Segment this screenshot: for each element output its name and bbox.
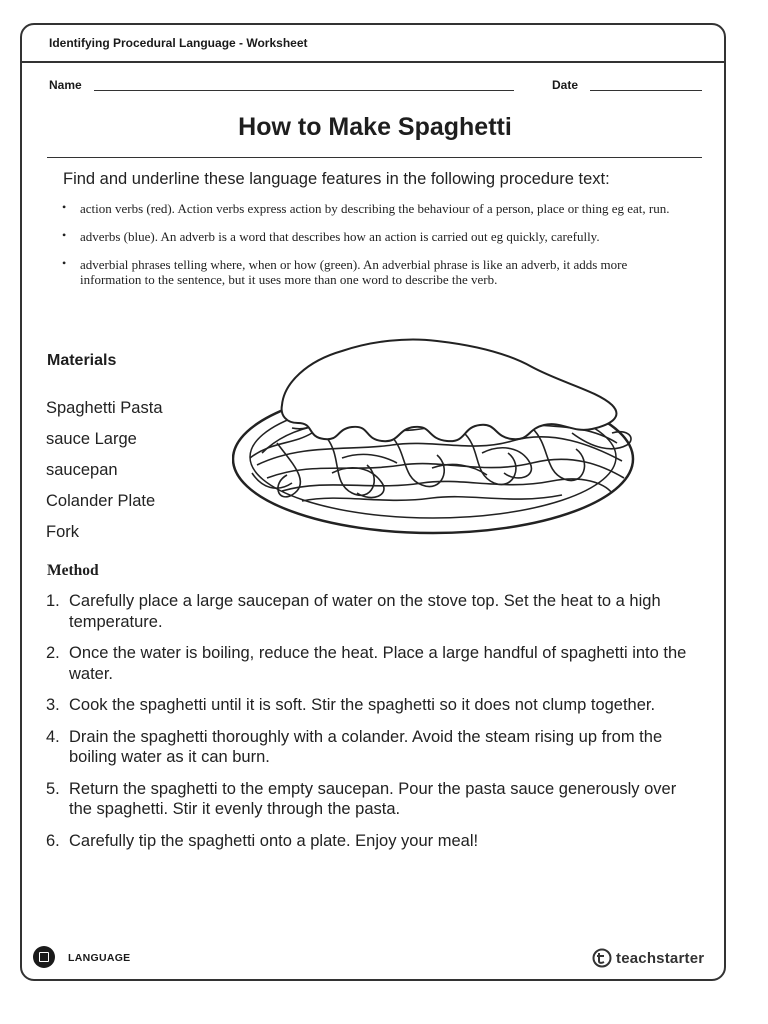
step-text: Once the water is boiling, reduce the heat. Place a large handful of spaghetti into the water. bbox=[69, 644, 687, 683]
step-number: 2. bbox=[46, 644, 60, 662]
step-number: 1. bbox=[46, 592, 60, 610]
bullet-marker: • bbox=[62, 200, 67, 214]
step-text: Carefully tip the spaghetti onto a plate. Enjoy your meal! bbox=[69, 831, 479, 850]
material-item: Colander Plate bbox=[46, 492, 156, 510]
date-label: Date bbox=[552, 78, 579, 92]
bullet-marker: • bbox=[62, 256, 67, 270]
teachstarter-logo-icon bbox=[592, 948, 612, 968]
method-step bbox=[46, 727, 696, 768]
date-field-line[interactable] bbox=[590, 90, 702, 91]
method-heading: Method bbox=[47, 562, 99, 579]
step-text: Cook the spaghetti until it is soft. Stir the spaghetti so it does not clump together. bbox=[69, 696, 656, 714]
method-step bbox=[46, 779, 696, 820]
step-number: 4. bbox=[46, 727, 60, 746]
book-icon bbox=[33, 946, 55, 968]
brand-name: teachstarter bbox=[616, 949, 705, 967]
step-number: 3. bbox=[46, 696, 60, 714]
subject-label: LANGUAGE bbox=[68, 952, 131, 964]
step-text: Return the spaghetti to the empty saucepan. Pour the pasta sauce generously over the spaghetti. Stir it evenly through the pasta. bbox=[69, 779, 677, 818]
materials-list bbox=[46, 393, 163, 548]
spaghetti-plate-illustration bbox=[232, 333, 670, 538]
method-steps-list bbox=[46, 591, 696, 862]
step-text: Carefully place a large saucepan of water on the stove top. Set the heat to a high temperature. bbox=[69, 592, 661, 631]
materials-heading: Materials bbox=[47, 352, 117, 369]
material-item: saucepan bbox=[46, 461, 118, 479]
name-field-line[interactable] bbox=[94, 90, 514, 91]
bullet-marker: • bbox=[62, 228, 67, 242]
material-item: Spaghetti Pasta bbox=[46, 399, 163, 417]
language-features-list bbox=[62, 201, 687, 300]
step-number: 5. bbox=[46, 779, 60, 798]
list-item bbox=[62, 201, 687, 216]
list-item bbox=[62, 229, 687, 244]
worksheet-header-title: Identifying Procedural Language - Worksheet bbox=[49, 36, 308, 50]
step-text: Drain the spaghetti thoroughly with a colander. Avoid the steam rising up from the boiling water as it can burn. bbox=[69, 727, 663, 766]
material-item: Fork bbox=[46, 523, 79, 541]
method-step bbox=[46, 695, 696, 716]
title-divider bbox=[47, 157, 702, 158]
instructions-text: Find and underline these language features in the following procedure text: bbox=[63, 170, 610, 188]
material-item: sauce Large bbox=[46, 430, 137, 448]
page-title: How to Make Spaghetti bbox=[238, 113, 512, 141]
feature-text: action verbs (red). Action verbs express action by describing the behaviour of a person, place or thing eg eat, run. bbox=[80, 201, 670, 216]
method-step bbox=[46, 831, 696, 852]
list-item bbox=[62, 257, 687, 287]
brand-logo[interactable] bbox=[592, 947, 704, 969]
method-step bbox=[46, 591, 696, 632]
feature-text: adverbial phrases telling where, when or how (green). An adverbial phrase is like an adverb, it adds more information to the sentence, but it uses more than one word to describe the verb. bbox=[80, 257, 628, 287]
feature-text: adverbs (blue). An adverb is a word that describes how an action is carried out eg quickly, carefully. bbox=[80, 229, 600, 244]
name-label: Name bbox=[49, 78, 82, 92]
step-number: 6. bbox=[46, 831, 60, 850]
method-step bbox=[46, 643, 696, 684]
